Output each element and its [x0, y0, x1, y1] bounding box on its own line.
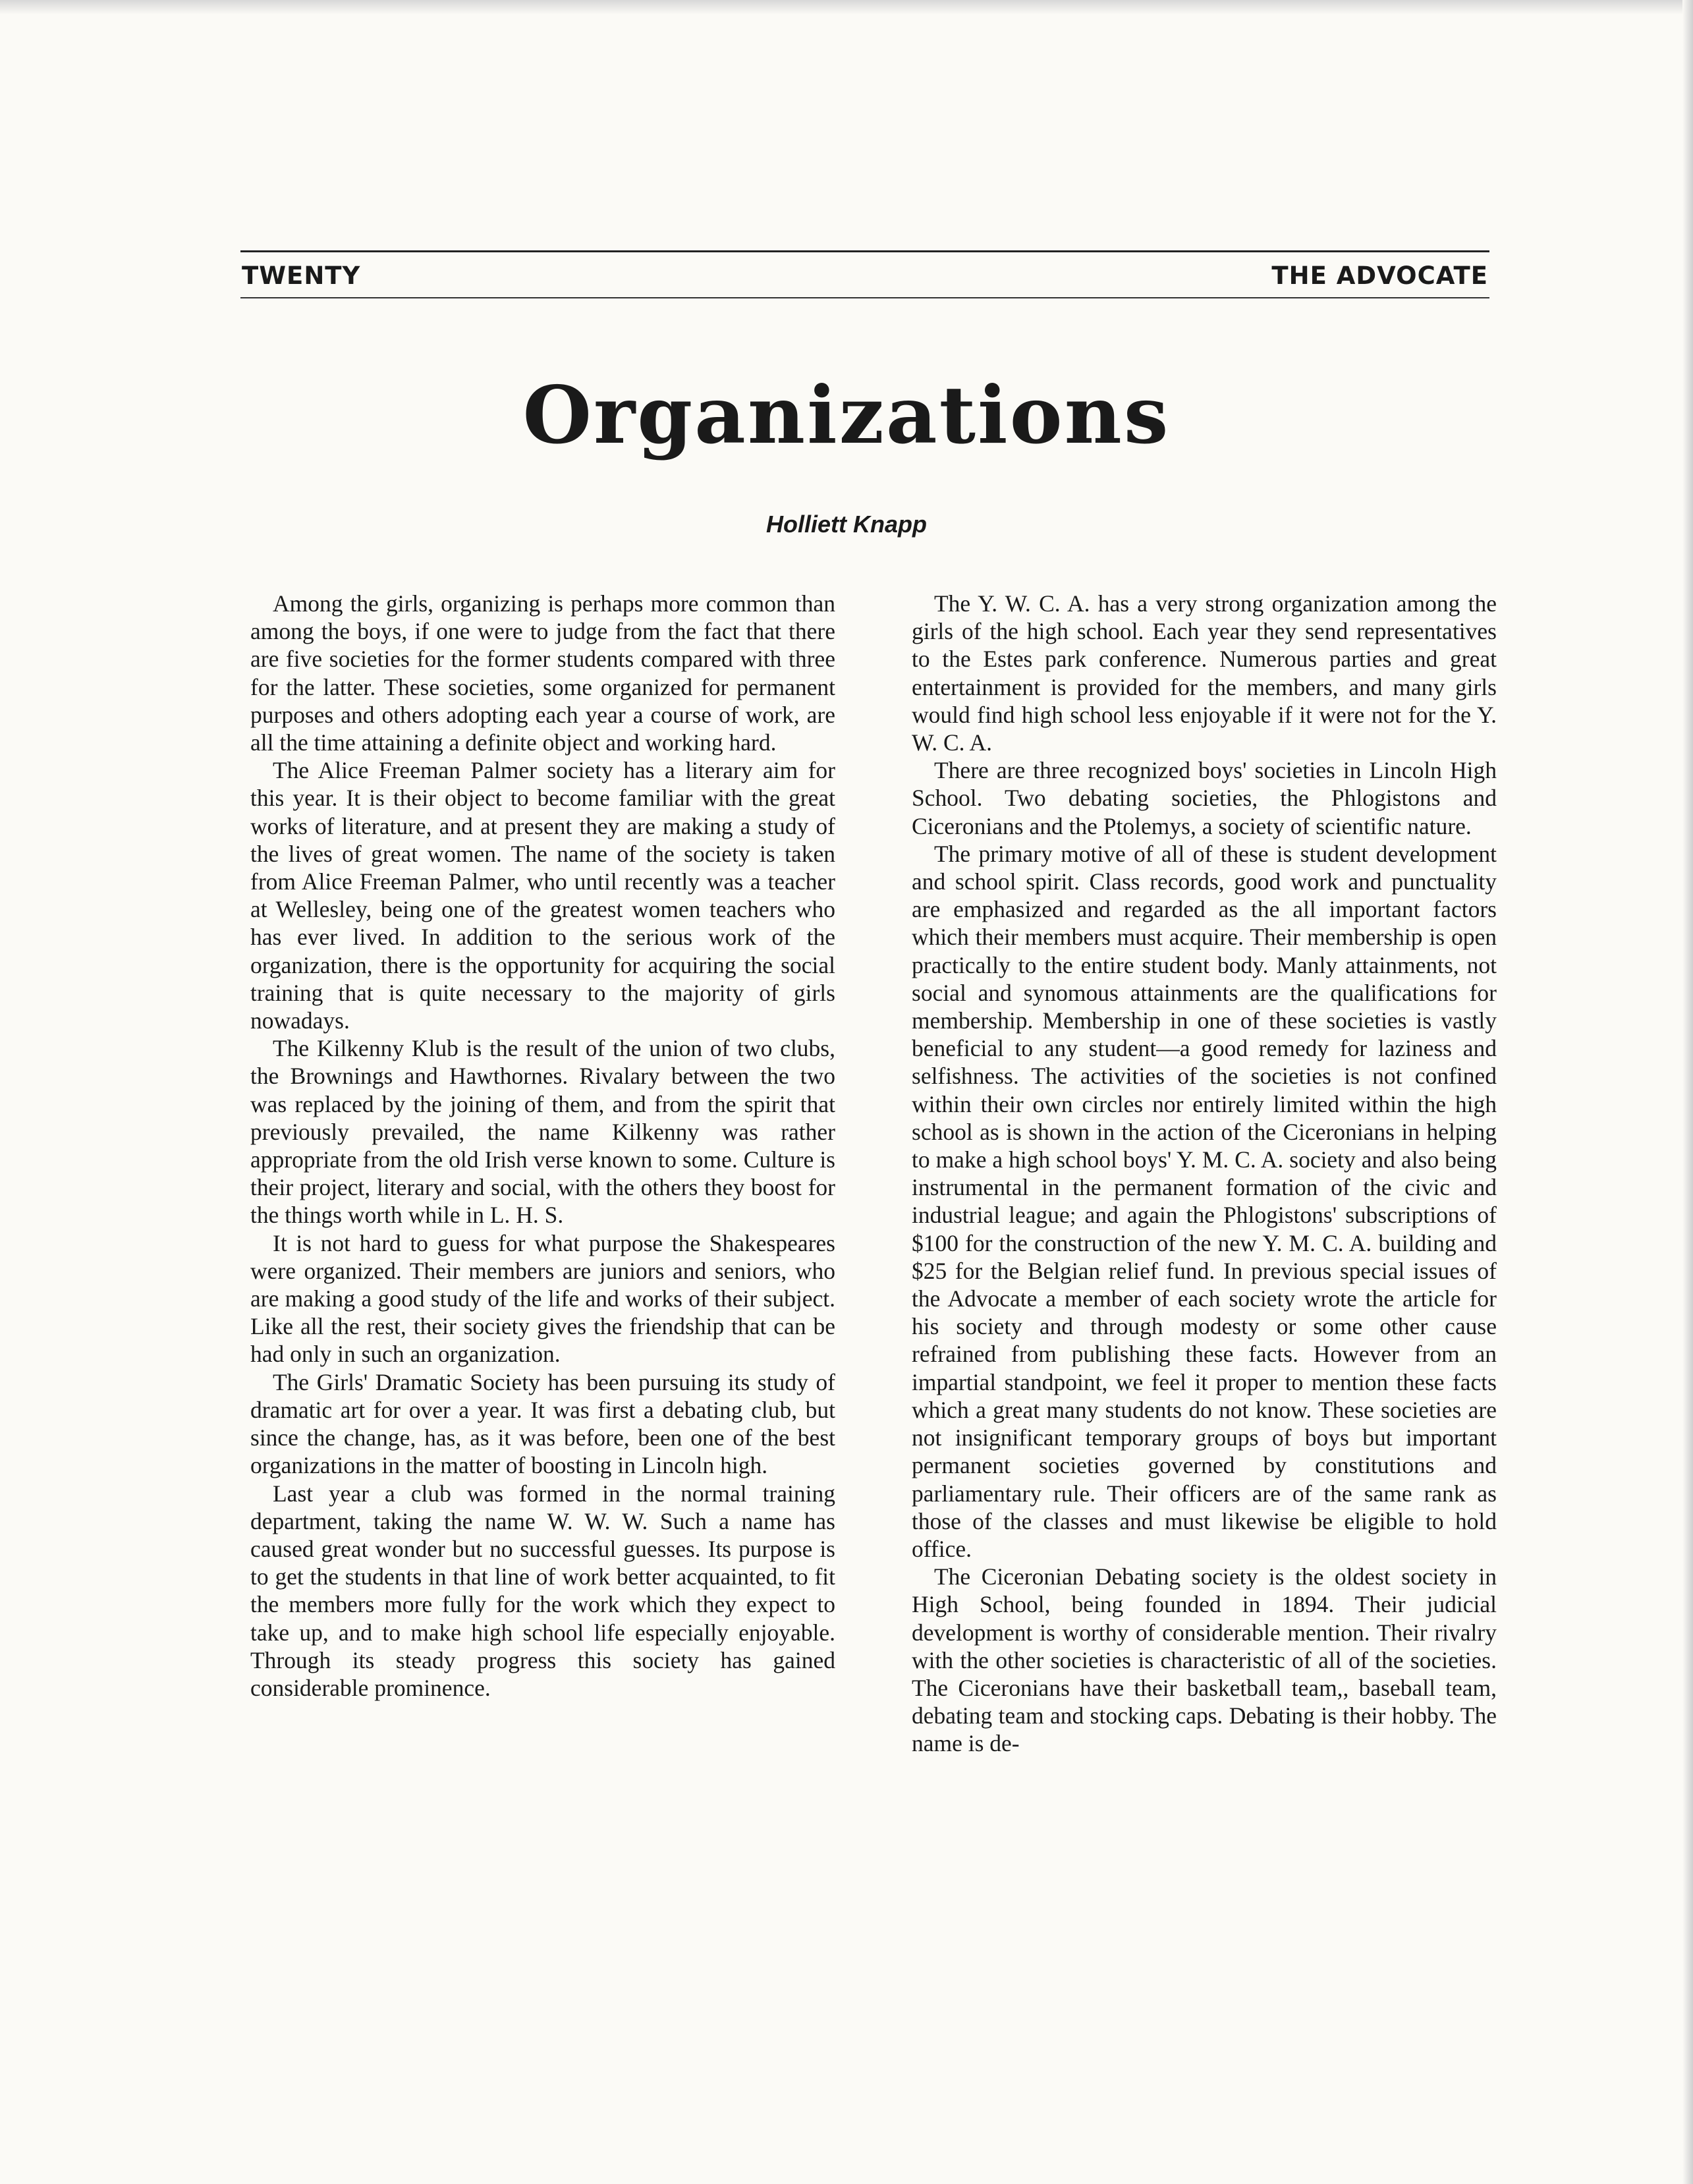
- publication-name: THE ADVOCATE: [1271, 262, 1488, 290]
- paragraph: The Girls' Dramatic Society has been pursuing its study of dramatic art for over a year. It was first a debating club, but since the change, has, as it was before, been one of the best organizations in the matter of boosting in Lincoln high.: [250, 1368, 835, 1479]
- page-number-label: TWENTY: [242, 262, 361, 290]
- paragraph: The Kilkenny Klub is the result of the union of two clubs, the Brownings and Hawthornes. Rivalary between the two was replaced by the joining of them, and from the spirit that previously prevailed, the name Kilkenny was rather appropriate from the old Irish verse known to some. Culture is their project, literary and social, with the others they boost for the things worth while in L. H. S.: [250, 1035, 835, 1229]
- page-header: [240, 250, 1489, 292]
- paragraph: The Ciceronian Debating society is the oldest society in High School, being founded in 1894. Their judicial development is worthy of considerable mention. Their rivalry with the other societies is characteristic of all of the societies. The Ciceronians have their basketball team,, baseball team, debating team and stocking caps. Debating is their hobby. The name is de-: [912, 1563, 1497, 1757]
- paragraph: The Y. W. C. A. has a very strong organization among the girls of the high school. Each year they send representatives to the Estes park conference. Numerous parties and great entertainment is provided for the members, and many girls would find high school less enjoyable if it were not for the Y. W. C. A.: [912, 590, 1497, 756]
- article-author: Holliett Knapp: [766, 511, 927, 538]
- header-rule: [240, 297, 1489, 298]
- left-column: [250, 590, 835, 1702]
- paragraph: The Alice Freeman Palmer society has a literary aim for this year. It is their object to become familiar with the great works of literature, and at present they are making a study of the lives of great women. The name of the society is taken from Alice Freeman Palmer, who until recently was a teacher at Wellesley, being one of the greatest women teachers who has ever lived. In addition to the serious work of the organization, there is the opportunity for acquiring the social training that is quite necessary to the majority of girls nowadays.: [250, 757, 835, 1034]
- paragraph: Last year a club was formed in the normal training department, taking the name W. W. W. Such a name has caused great wonder but no successful guesses. Its purpose is to get the students in that line of work better acquainted, to fit the members more fully for the work which they expect to take up, and to make high school life especially enjoyable. Through its steady progress this society has gained considerable prominence.: [250, 1480, 835, 1701]
- right-column: [912, 590, 1497, 1758]
- paragraph: The primary motive of all of these is student development and school spirit. Class records, good work and punctuality are emphasized and regarded as the all important factors which their members must acquire. Their membership is open practically to the entire student body. Manly attainments, not social and synomous attainments are the qualifications for membership. Membership in one of these societies is vastly beneficial to any student—a good remedy for laziness and selfishness. The activities of the societies is not confined within their own circles nor entirely limited within the high school as is shown in the action of the Ciceronians in helping to make a high school boys' Y. M. C. A. society and also being instrumental in the permanent formation of the civic and industrial league; and again the Phlogistons' subscriptions of $100 for the construction of the new Y. M. C. A. building and $25 for the Belgian relief fund. In previous special issues of the Advocate a member of each society wrote the article for his society and through modesty or some other cause refrained from publishing these facts. However from an impartial standpoint, we feel it proper to mention these facts which a great many students do not know. These societies are not insignificant temporary groups of boys but important permanent societies governed by constitutions and parliamentary rule. Their officers are of the same rank as those of the classes and must likewise be eligible to hold office.: [912, 840, 1497, 1562]
- article-title: Organizations: [522, 369, 1171, 462]
- page-top-shadow: [0, 0, 1693, 14]
- paragraph: There are three recognized boys' societies in Lincoln High School. Two debating societies, the Phlogistons and Ciceronians and the Ptolemys, a society of scientific nature.: [912, 757, 1497, 839]
- paragraph: Among the girls, organizing is perhaps more common than among the boys, if one were to judge from the fact that there are five societies for the former students compared with three for the latter. These societies, some organized for permanent purposes and others adopting each year a course of work, are all the time attaining a definite object and working hard.: [250, 590, 835, 756]
- page-right-shadow: [1682, 0, 1693, 2184]
- paragraph: It is not hard to guess for what purpose the Shakespeares were organized. Their members are juniors and seniors, who are making a good study of the life and works of their subject. Like all the rest, their society gives the friendship that can be had only in such an organization.: [250, 1229, 835, 1368]
